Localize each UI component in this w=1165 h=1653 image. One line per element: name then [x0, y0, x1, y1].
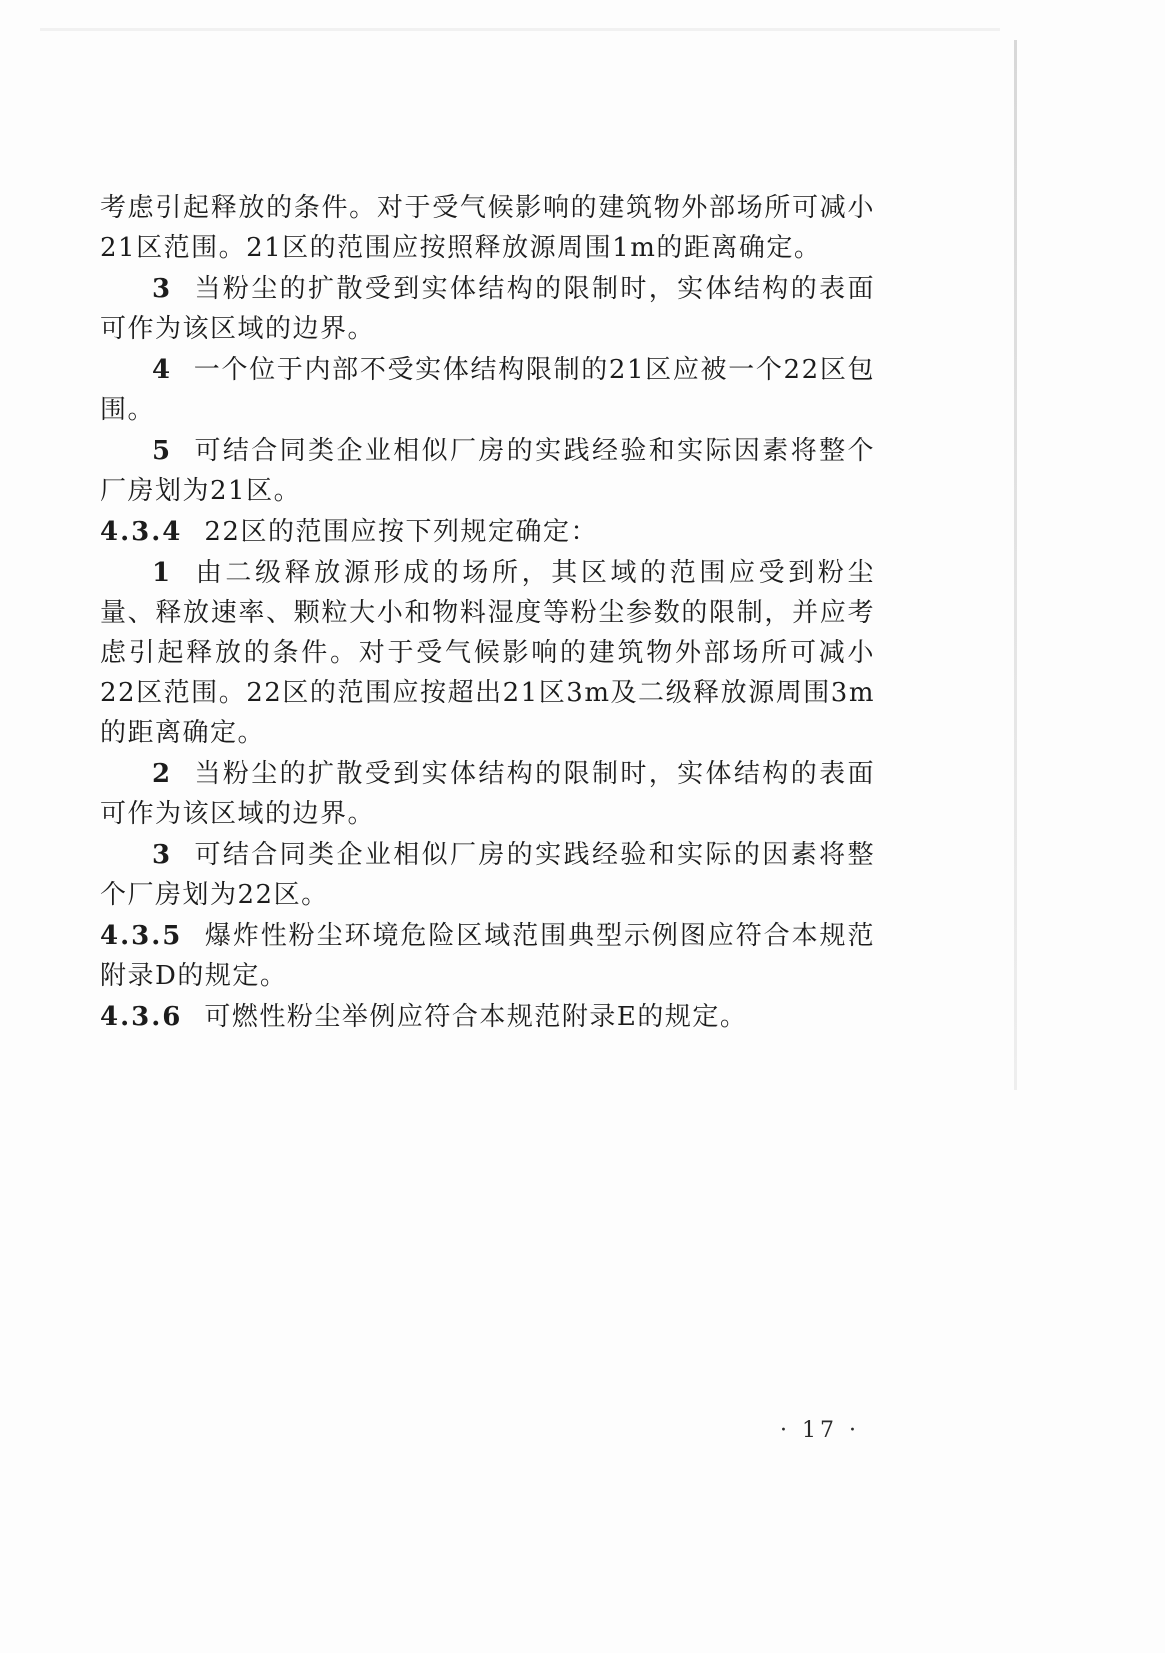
paragraph-continuation: [100, 188, 875, 268]
item-number: 5: [152, 436, 172, 466]
list-item-4: [100, 350, 875, 430]
list-item-1: [100, 553, 875, 753]
paragraph-text: 可结合同类企业相似厂房的实践经验和实际的因素将整个厂房划为22区。: [100, 840, 875, 910]
clause-4-3-5: [100, 916, 875, 996]
item-number: 3: [152, 274, 172, 304]
clause-number: 4.3.5: [100, 921, 183, 951]
item-number: 1: [152, 558, 172, 588]
list-item-3: [100, 269, 875, 349]
paragraph-text: 22区的范围应按下列规定确定：: [204, 517, 598, 547]
clause-number: 4.3.4: [100, 517, 183, 547]
scan-top-edge: [40, 28, 1000, 31]
paragraph-text: 当粉尘的扩散受到实体结构的限制时，实体结构的表面可作为该区域的边界。: [100, 274, 875, 344]
clause-4-3-4: [100, 512, 875, 552]
paragraph-text: 当粉尘的扩散受到实体结构的限制时，实体结构的表面可作为该区域的边界。: [100, 759, 875, 829]
scan-right-edge: [1014, 40, 1017, 1090]
clause-4-3-6: [100, 997, 875, 1037]
item-number: 3: [152, 840, 172, 870]
paragraph-text: 可燃性粉尘举例应符合本规范附录E的规定。: [204, 1002, 748, 1032]
paragraph-text: 考虑引起释放的条件。对于受气候影响的建筑物外部场所可减小21区范围。21区的范围应按照释放源周围1m的距离确定。: [100, 193, 875, 263]
body-text: [100, 188, 875, 1038]
paragraph-text: 一个位于内部不受实体结构限制的21区应被一个22区包围。: [100, 355, 875, 425]
item-number: 2: [152, 759, 172, 789]
paragraph-text: 爆炸性粉尘环境危险区域范围典型示例图应符合本规范附录D的规定。: [100, 921, 875, 991]
list-item-2: [100, 754, 875, 834]
paragraph-text: 由二级释放源形成的场所，其区域的范围应受到粉尘量、释放速率、颗粒大小和物料湿度等粉尘参数的限制，并应考虑引起释放的条件。对于受气候影响的建筑物外部场所可减小22区范围。22区的范围应按超出21区3m及二级释放源周围3m的距离确定。: [100, 558, 875, 748]
clause-number: 4.3.6: [100, 1002, 183, 1032]
list-item-5: [100, 431, 875, 511]
page-number: · 17 ·: [780, 1418, 860, 1443]
paragraph-text: 可结合同类企业相似厂房的实践经验和实际因素将整个厂房划为21区。: [100, 436, 875, 506]
item-number: 4: [152, 355, 172, 385]
list-item-3b: [100, 835, 875, 915]
